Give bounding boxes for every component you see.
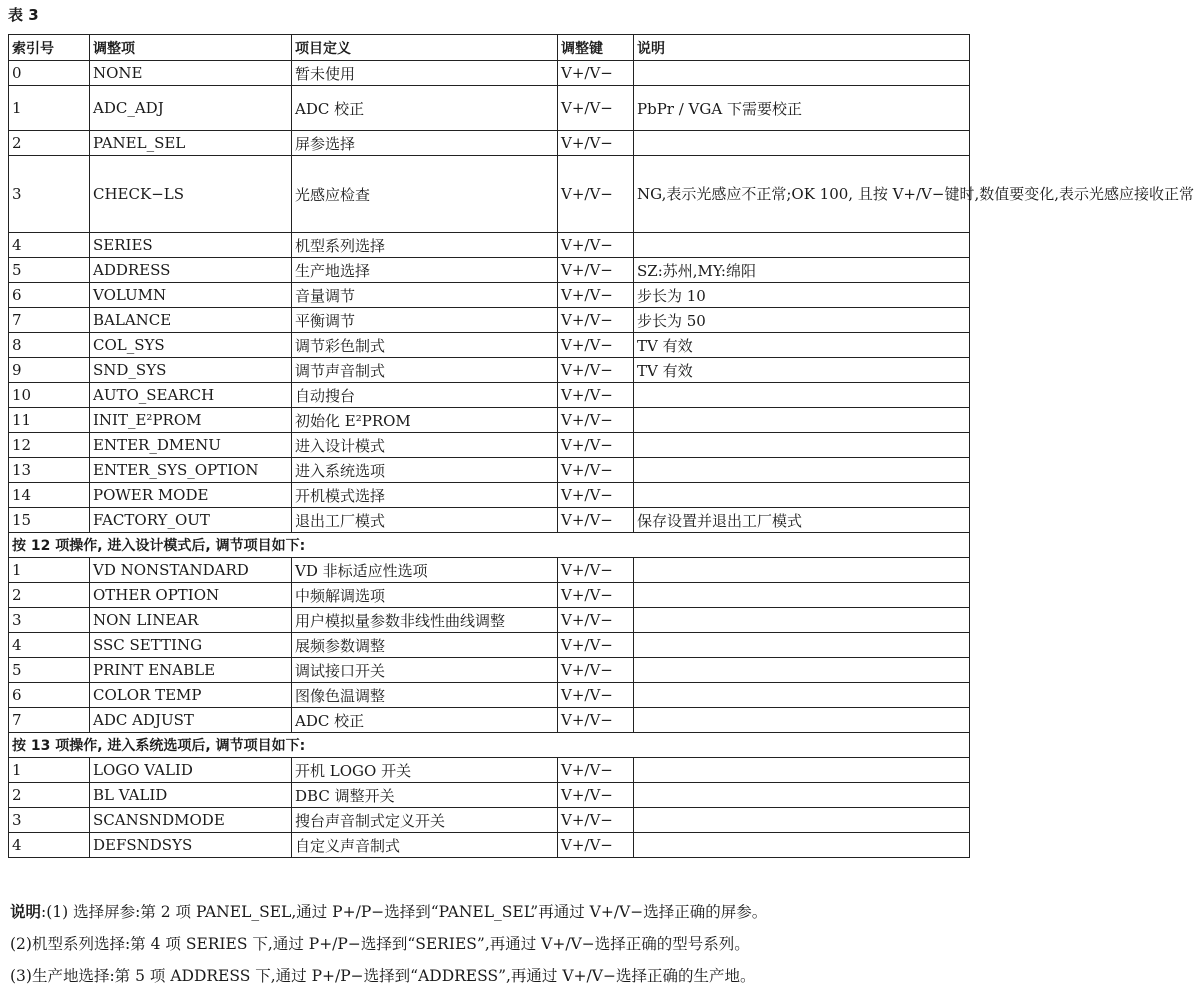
cell-item: DEFSNDSYS: [90, 833, 292, 858]
table-row: [9, 558, 970, 583]
cell-definition: 进入设计模式: [292, 433, 558, 458]
cell-index: 0: [9, 61, 90, 86]
cell-item: SND_SYS: [90, 358, 292, 383]
cell-key: V+/V−: [558, 433, 634, 458]
cell-note: [634, 61, 970, 86]
cell-index: 7: [9, 708, 90, 733]
cell-index: 7: [9, 308, 90, 333]
note-line-2: (2)机型系列选择:第 4 项 SERIES 下,通过 P+/P−选择到“SERIES”,再通过 V+/V−选择正确的型号系列。: [10, 935, 750, 953]
cell-definition: 展频参数调整: [292, 633, 558, 658]
section-12-heading: 按 12 项操作, 进入设计模式后, 调节项目如下:: [9, 533, 970, 558]
header-key: 调整键: [558, 35, 634, 61]
cell-note: 步长为 50: [634, 308, 970, 333]
section-13-heading: 按 13 项操作, 进入系统选项后, 调节项目如下:: [9, 733, 970, 758]
cell-index: 2: [9, 583, 90, 608]
table-row: [9, 61, 970, 86]
cell-item: CHECK−LS: [90, 156, 292, 233]
cell-index: 2: [9, 783, 90, 808]
cell-key: V+/V−: [558, 131, 634, 156]
cell-item: COL_SYS: [90, 333, 292, 358]
cell-index: 11: [9, 408, 90, 433]
notes-block: [10, 896, 978, 992]
table-row: [9, 358, 970, 383]
cell-note: [634, 583, 970, 608]
cell-item: ENTER_DMENU: [90, 433, 292, 458]
table-row: [9, 758, 970, 783]
cell-definition: 调试接口开关: [292, 658, 558, 683]
cell-index: 15: [9, 508, 90, 533]
cell-index: 1: [9, 86, 90, 131]
cell-index: 5: [9, 658, 90, 683]
cell-index: 6: [9, 283, 90, 308]
table-row: [9, 808, 970, 833]
cell-definition: 图像色温调整: [292, 683, 558, 708]
cell-item: VD NONSTANDARD: [90, 558, 292, 583]
cell-item: VOLUMN: [90, 283, 292, 308]
cell-note: [634, 383, 970, 408]
table-caption: 表 3: [8, 6, 39, 24]
header-note: 说明: [634, 35, 970, 61]
cell-item: SERIES: [90, 233, 292, 258]
table-row: [9, 508, 970, 533]
cell-key: V+/V−: [558, 233, 634, 258]
cell-index: 4: [9, 233, 90, 258]
cell-key: V+/V−: [558, 633, 634, 658]
cell-index: 1: [9, 758, 90, 783]
table-row: [9, 658, 970, 683]
cell-definition: 搜台声音制式定义开关: [292, 808, 558, 833]
cell-definition: 生产地选择: [292, 258, 558, 283]
table-row: [9, 233, 970, 258]
table-row: [9, 833, 970, 858]
cell-note: NG,表示光感应不正常;OK 100, 且按 V+/V−键时,数值要变化,表示光感应接收正常: [634, 156, 970, 233]
cell-key: V+/V−: [558, 583, 634, 608]
cell-note: [634, 808, 970, 833]
cell-item: SSC SETTING: [90, 633, 292, 658]
cell-key: V+/V−: [558, 383, 634, 408]
cell-note: [634, 433, 970, 458]
cell-key: V+/V−: [558, 758, 634, 783]
cell-item: BALANCE: [90, 308, 292, 333]
cell-index: 14: [9, 483, 90, 508]
cell-key: V+/V−: [558, 156, 634, 233]
cell-key: V+/V−: [558, 558, 634, 583]
cell-item: INIT_E²PROM: [90, 408, 292, 433]
cell-note: [634, 708, 970, 733]
section-row: [9, 733, 970, 758]
cell-definition: 音量调节: [292, 283, 558, 308]
cell-key: V+/V−: [558, 86, 634, 131]
cell-definition: 平衡调节: [292, 308, 558, 333]
cell-note: [634, 131, 970, 156]
table-row: [9, 458, 970, 483]
table-row: [9, 683, 970, 708]
table-row: [9, 258, 970, 283]
cell-item: OTHER OPTION: [90, 583, 292, 608]
cell-definition: 暂未使用: [292, 61, 558, 86]
cell-definition: ADC 校正: [292, 86, 558, 131]
cell-note: SZ:苏州,MY:绵阳: [634, 258, 970, 283]
cell-index: 8: [9, 333, 90, 358]
note-label: 说明: [10, 903, 42, 921]
table-row: [9, 483, 970, 508]
cell-definition: 调节彩色制式: [292, 333, 558, 358]
cell-index: 10: [9, 383, 90, 408]
cell-index: 3: [9, 808, 90, 833]
cell-key: V+/V−: [558, 308, 634, 333]
cell-definition: 屏参选择: [292, 131, 558, 156]
cell-index: 4: [9, 633, 90, 658]
cell-index: 6: [9, 683, 90, 708]
cell-definition: ADC 校正: [292, 708, 558, 733]
cell-note: TV 有效: [634, 333, 970, 358]
cell-index: 13: [9, 458, 90, 483]
cell-key: V+/V−: [558, 358, 634, 383]
cell-index: 9: [9, 358, 90, 383]
cell-key: V+/V−: [558, 458, 634, 483]
note-text-1: :(1) 选择屏参:第 2 项 PANEL_SEL,通过 P+/P−选择到“PANEL_SEL”再通过 V+/V−选择正确的屏参。: [41, 903, 768, 921]
cell-index: 3: [9, 608, 90, 633]
cell-item: PRINT ENABLE: [90, 658, 292, 683]
cell-item: BL VALID: [90, 783, 292, 808]
cell-item: NONE: [90, 61, 292, 86]
cell-definition: 开机模式选择: [292, 483, 558, 508]
cell-note: [634, 608, 970, 633]
cell-key: V+/V−: [558, 283, 634, 308]
cell-definition: 中频解调选项: [292, 583, 558, 608]
cell-key: V+/V−: [558, 808, 634, 833]
cell-note: 保存设置并退出工厂模式: [634, 508, 970, 533]
cell-index: 2: [9, 131, 90, 156]
cell-definition: 自定义声音制式: [292, 833, 558, 858]
cell-key: V+/V−: [558, 61, 634, 86]
table-row: [9, 131, 970, 156]
cell-item: NON LINEAR: [90, 608, 292, 633]
adjustment-table: [8, 34, 1194, 858]
cell-item: ADDRESS: [90, 258, 292, 283]
cell-index: 12: [9, 433, 90, 458]
cell-note: 步长为 10: [634, 283, 970, 308]
table-row: [9, 708, 970, 733]
cell-item: FACTORY_OUT: [90, 508, 292, 533]
cell-index: 5: [9, 258, 90, 283]
table-row: [9, 783, 970, 808]
cell-definition: 开机 LOGO 开关: [292, 758, 558, 783]
header-definition: 项目定义: [292, 35, 558, 61]
cell-key: V+/V−: [558, 258, 634, 283]
cell-note: [634, 483, 970, 508]
header-index: 索引号: [9, 35, 90, 61]
cell-note: [634, 783, 970, 808]
table-row: [9, 583, 970, 608]
cell-note: [634, 633, 970, 658]
cell-key: V+/V−: [558, 658, 634, 683]
table-row: [9, 333, 970, 358]
cell-key: V+/V−: [558, 408, 634, 433]
cell-item: LOGO VALID: [90, 758, 292, 783]
table-row: [9, 408, 970, 433]
cell-definition: VD 非标适应性选项: [292, 558, 558, 583]
cell-note: [634, 658, 970, 683]
cell-note: [634, 458, 970, 483]
cell-index: 4: [9, 833, 90, 858]
table-row: [9, 283, 970, 308]
cell-item: ADC ADJUST: [90, 708, 292, 733]
cell-definition: 初始化 E²PROM: [292, 408, 558, 433]
cell-definition: 退出工厂模式: [292, 508, 558, 533]
cell-index: 3: [9, 156, 90, 233]
cell-key: V+/V−: [558, 608, 634, 633]
cell-item: COLOR TEMP: [90, 683, 292, 708]
cell-key: V+/V−: [558, 708, 634, 733]
cell-key: V+/V−: [558, 333, 634, 358]
table-row: [9, 608, 970, 633]
note-line-3: (3)生产地选择:第 5 项 ADDRESS 下,通过 P+/P−选择到“ADDRESS”,再通过 V+/V−选择正确的生产地。: [10, 967, 756, 985]
note-line-1: [10, 896, 978, 928]
cell-definition: 机型系列选择: [292, 233, 558, 258]
cell-definition: 进入系统选项: [292, 458, 558, 483]
cell-key: V+/V−: [558, 833, 634, 858]
cell-note: PbPr / VGA 下需要校正: [634, 86, 970, 131]
table-row: [9, 433, 970, 458]
cell-item: AUTO_SEARCH: [90, 383, 292, 408]
cell-item: ADC_ADJ: [90, 86, 292, 131]
cell-item: PANEL_SEL: [90, 131, 292, 156]
cell-note: [634, 758, 970, 783]
cell-index: 1: [9, 558, 90, 583]
cell-key: V+/V−: [558, 508, 634, 533]
cell-note: [634, 833, 970, 858]
cell-item: SCANSNDMODE: [90, 808, 292, 833]
cell-note: [634, 558, 970, 583]
cell-definition: 调节声音制式: [292, 358, 558, 383]
cell-definition: 自动搜台: [292, 383, 558, 408]
cell-item: ENTER_SYS_OPTION: [90, 458, 292, 483]
cell-note: TV 有效: [634, 358, 970, 383]
table-row: [9, 308, 970, 333]
header-item: 调整项: [90, 35, 292, 61]
cell-key: V+/V−: [558, 683, 634, 708]
table-row: [9, 383, 970, 408]
section-row: [9, 533, 970, 558]
cell-item: POWER MODE: [90, 483, 292, 508]
cell-note: [634, 408, 970, 433]
table-row: [9, 633, 970, 658]
cell-definition: DBC 调整开关: [292, 783, 558, 808]
table-header-row: [9, 35, 970, 61]
table-row: [9, 156, 970, 233]
cell-definition: 光感应检查: [292, 156, 558, 233]
cell-key: V+/V−: [558, 483, 634, 508]
cell-note: [634, 683, 970, 708]
cell-note: [634, 233, 970, 258]
cell-key: V+/V−: [558, 783, 634, 808]
cell-definition: 用户模拟量参数非线性曲线调整: [292, 608, 558, 633]
table-row: [9, 86, 970, 131]
